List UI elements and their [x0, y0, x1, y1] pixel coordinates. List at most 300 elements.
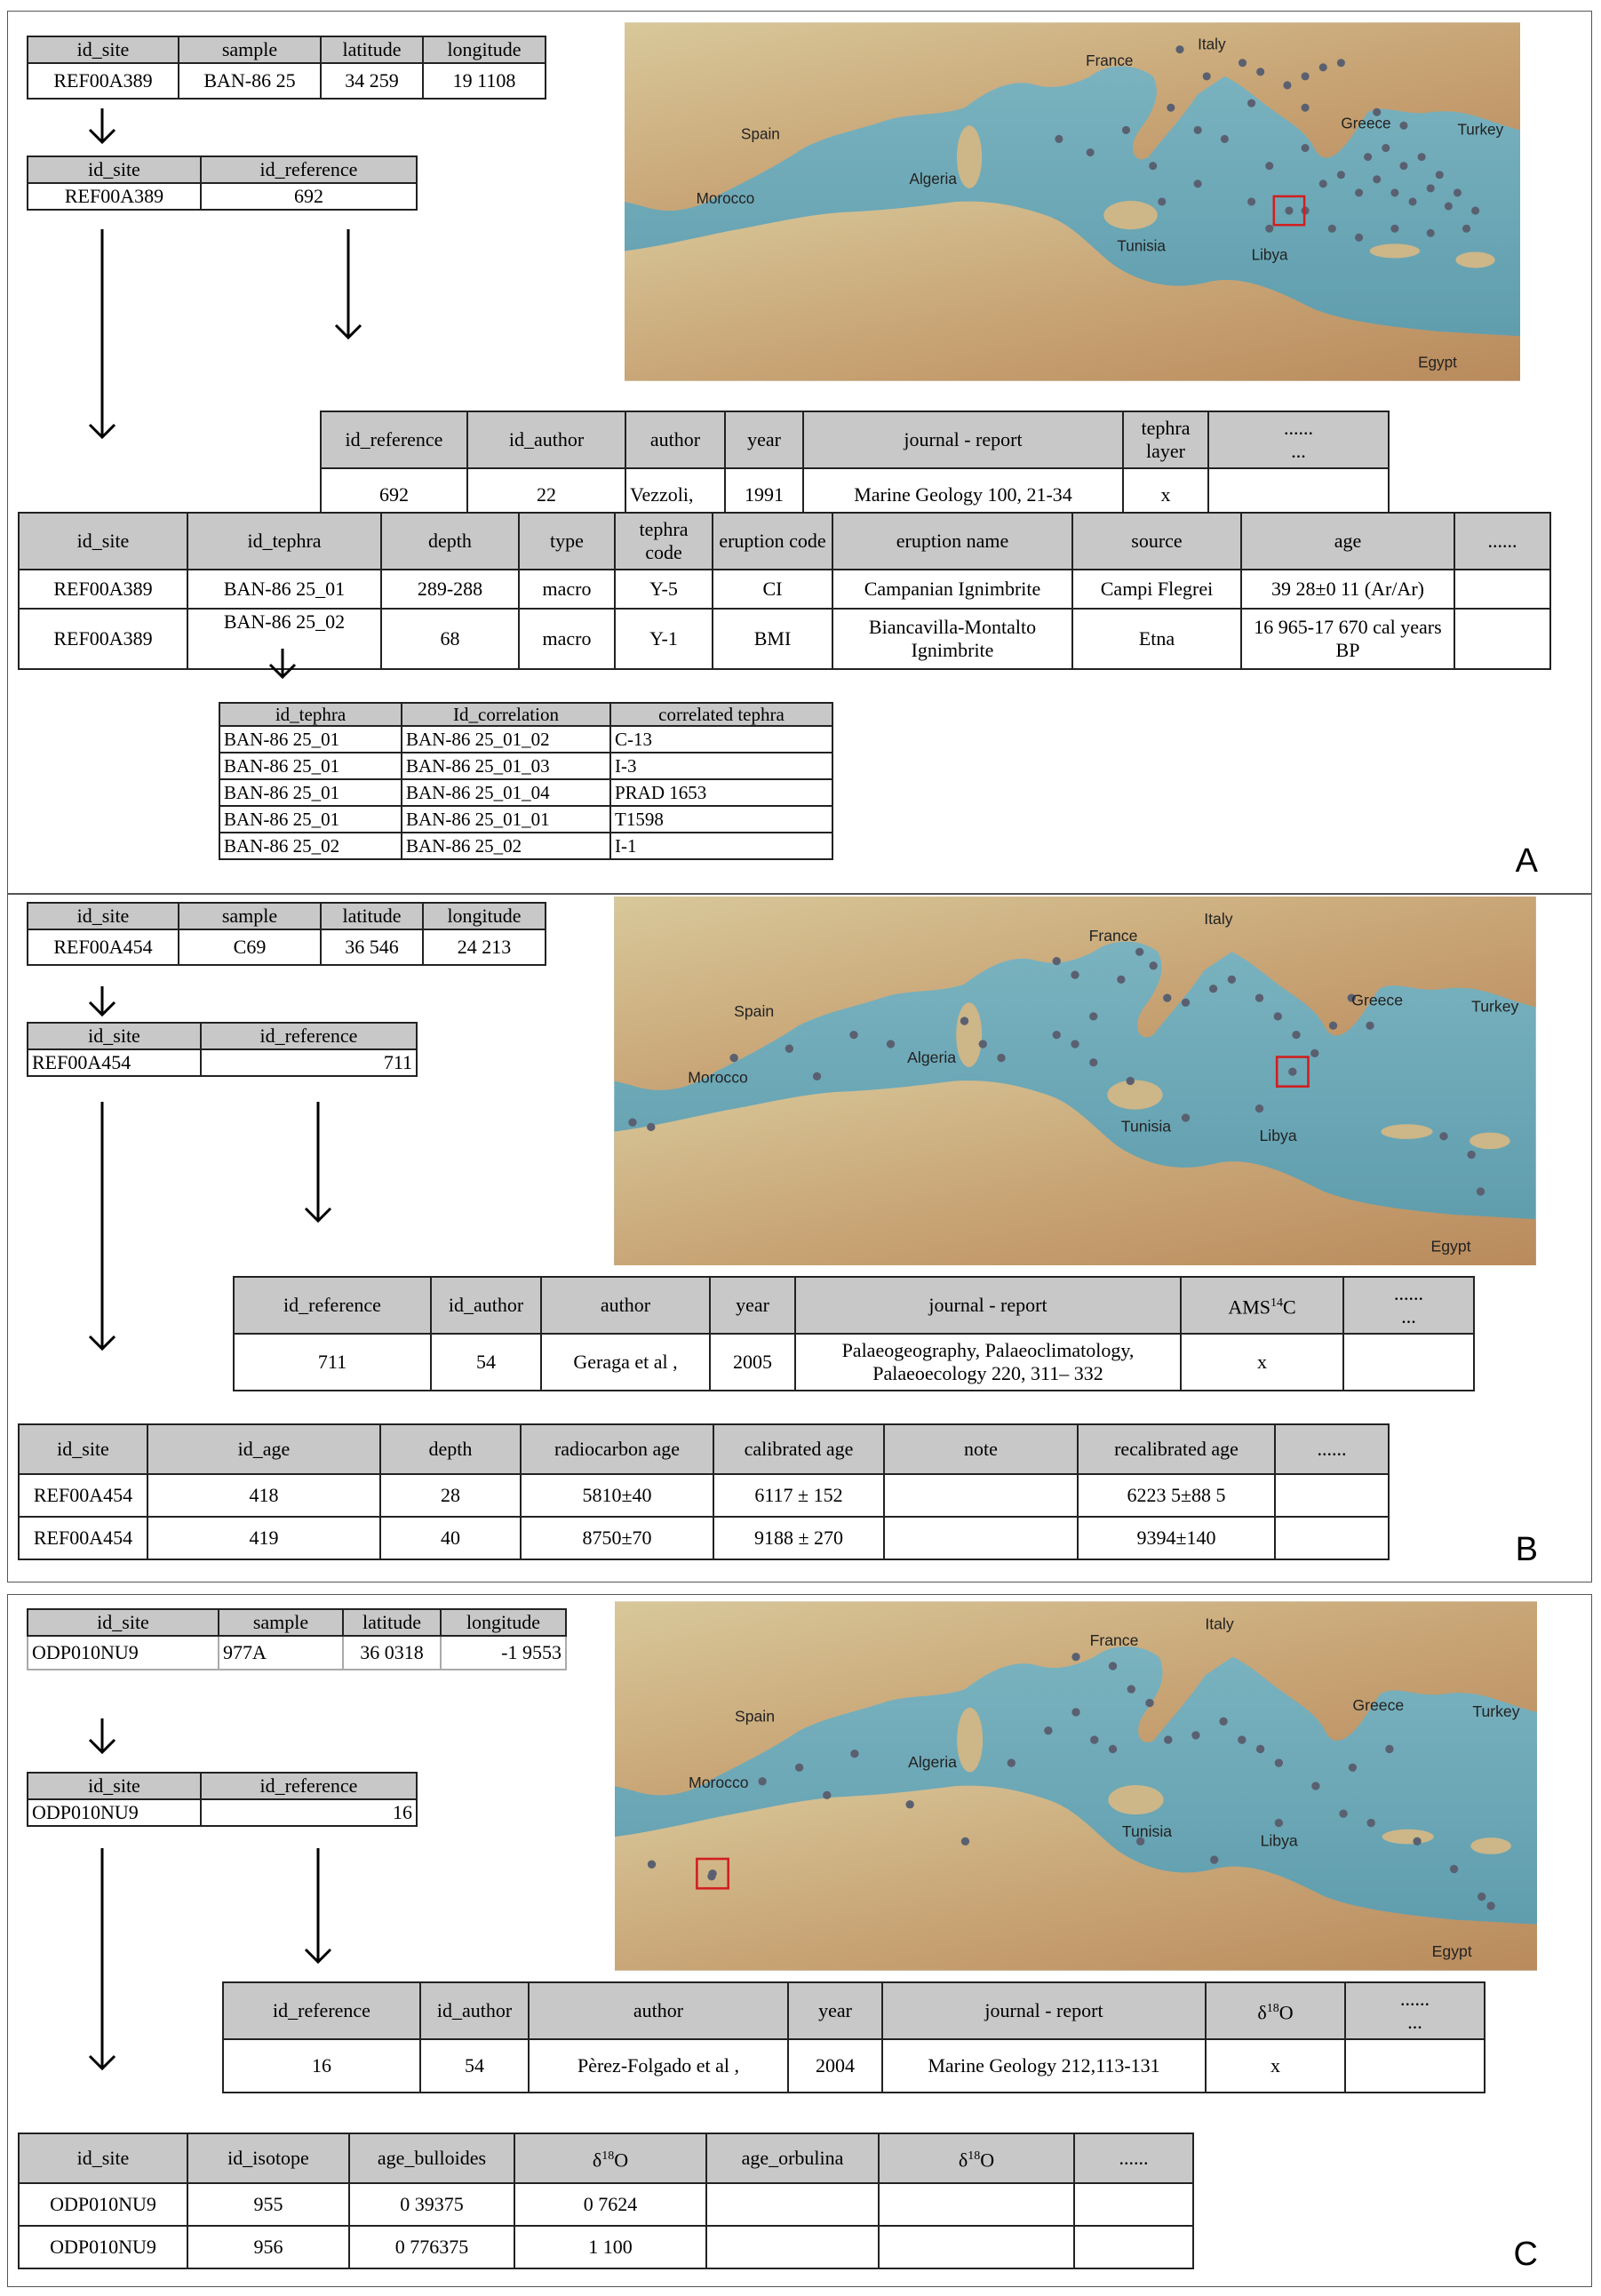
header-depth: depth: [380, 1424, 521, 1474]
site-dot: [1337, 59, 1345, 67]
cell-more: [1074, 2226, 1193, 2268]
header-delta-18o: $\delta^{18}O$: [1206, 1982, 1345, 2039]
cell-depth: 40: [380, 1517, 521, 1559]
header-delta-18o: $\delta^{18}O$: [514, 2133, 706, 2183]
map-label-libya: Libya: [1251, 245, 1288, 264]
site-dot: [850, 1750, 858, 1758]
cell-id-reference: 16: [223, 2039, 420, 2093]
site-dot: [1427, 229, 1435, 237]
site-dot: [1145, 1699, 1153, 1707]
cell-more: [1454, 609, 1550, 669]
site-dot: [1265, 162, 1273, 170]
mediterranean-map: [625, 20, 1520, 384]
cell-id-site: REF00A454: [19, 1517, 147, 1559]
site-dot: [1439, 1132, 1447, 1140]
cell-recalibrated-age: 9394±140: [1078, 1517, 1275, 1559]
site-dot: [795, 1764, 803, 1772]
age-table: [18, 1423, 1390, 1560]
map-label-tunisia: Tunisia: [1121, 1822, 1173, 1841]
cell-eruption-code: BMI: [713, 609, 832, 669]
cell-depth: 68: [381, 609, 519, 669]
header-author: author: [529, 1982, 788, 2039]
site-dot: [647, 1123, 655, 1131]
site-dot: [1194, 126, 1202, 134]
site-dot: [1265, 225, 1273, 233]
header-id-site: id_site: [28, 1023, 201, 1049]
site-reference-table: [27, 1022, 418, 1077]
header-year: year: [710, 1277, 795, 1334]
cell-id-reference: 711: [234, 1334, 431, 1391]
site-dot: [1390, 188, 1398, 196]
cell-eruption-name: Campanian Ignimbrite: [832, 570, 1072, 609]
cell-source: Etna: [1072, 609, 1241, 669]
header-id-reference: id_reference: [201, 1023, 417, 1049]
map-label-italy: Italy: [1198, 35, 1226, 53]
map-label-algeria: Algeria: [908, 1753, 957, 1772]
header-latitude: latitude: [321, 36, 423, 63]
site-dot: [1044, 1726, 1052, 1734]
cell-id-tephra: BAN-86 25_01: [219, 806, 402, 833]
header-id-site: id_site: [19, 1424, 147, 1474]
map-label-egypt: Egypt: [1430, 1237, 1471, 1256]
site-dot: [1127, 1685, 1135, 1693]
cell-delta-18o: x: [1206, 2039, 1345, 2093]
panel-letter: A: [1515, 842, 1538, 880]
header-age-orbulina: age_orbulina: [706, 2133, 879, 2183]
map-label-algeria: Algeria: [907, 1048, 957, 1066]
site-dot: [1255, 993, 1263, 1001]
site-dot: [1255, 1104, 1263, 1112]
site-dot: [1385, 1745, 1393, 1753]
cell-id-author: 54: [420, 2039, 529, 2093]
site-dot: [1117, 976, 1125, 984]
map-label-tunisia: Tunisia: [1120, 1117, 1172, 1136]
site-dot: [1071, 971, 1079, 979]
cell-age-bulloides: 0 776375: [349, 2226, 514, 2268]
cell-id-tephra: BAN-86 25_02: [219, 833, 402, 859]
cell-id-author: 22: [467, 468, 625, 522]
site-dot: [1302, 104, 1310, 112]
cell-id-site: ODP010NU9: [19, 2183, 187, 2226]
header-id-author: id_author: [467, 411, 625, 468]
site-dot: [1238, 1735, 1246, 1743]
island: [956, 1002, 982, 1067]
cell-eruption-name: Biancavilla-Montalto Ignimbrite: [832, 609, 1072, 669]
cell-ams-14c: x: [1181, 1334, 1343, 1391]
site-dot: [1364, 153, 1372, 161]
cell-id-isotope: 956: [187, 2226, 349, 2268]
site-dot: [1149, 162, 1157, 170]
site-dot: [1436, 171, 1444, 179]
site-dot: [1228, 976, 1236, 984]
selected-site-dot: [1285, 207, 1293, 215]
site-dot: [960, 1016, 968, 1024]
site-dot: [813, 1072, 821, 1080]
table-row: [219, 726, 832, 753]
header-id-reference: id_reference: [201, 156, 417, 183]
cell-id-tephra: BAN-86 25_01: [219, 726, 402, 753]
island: [1103, 201, 1157, 229]
table-row: [19, 609, 1550, 669]
site-reference-table: [27, 155, 418, 211]
cell-more: [1343, 1334, 1474, 1391]
site-dot: [1008, 1758, 1016, 1766]
cell-year: 2004: [788, 2039, 882, 2093]
site-dot: [1175, 45, 1183, 53]
header-more: ......: [1454, 513, 1550, 570]
cell-eruption-code: CI: [713, 570, 832, 609]
cell-id-site: REF00A454: [28, 929, 179, 965]
site-dot: [1478, 1893, 1486, 1901]
header-source: source: [1072, 513, 1241, 570]
header-id-site: id_site: [19, 513, 187, 570]
cell-age-bulloides: 0 39375: [349, 2183, 514, 2226]
cell-id-age: 418: [147, 1474, 380, 1517]
cell-sample: 977A: [219, 1636, 343, 1670]
site-dot: [1471, 207, 1479, 215]
site-dot: [1477, 1187, 1485, 1195]
cell-id-reference: 692: [201, 183, 417, 210]
site-dot: [1274, 1012, 1282, 1020]
map-label-france: France: [1086, 51, 1134, 69]
site-dot: [1053, 957, 1061, 965]
map-label-morocco: Morocco: [689, 1774, 749, 1792]
cell-journal-report: Marine Geology 100, 21-34: [803, 468, 1123, 522]
cell-id-correlation: BAN-86 25_01_02: [402, 726, 610, 753]
table-row: [19, 570, 1550, 609]
site-dot: [1122, 126, 1130, 134]
site-dot: [1221, 135, 1229, 143]
header-longitude: longitude: [441, 1609, 566, 1636]
island: [1108, 1785, 1163, 1814]
site-dot: [1071, 1708, 1079, 1716]
site-dot: [1275, 1819, 1283, 1827]
site-dot: [1302, 144, 1310, 152]
header-id-site: id_site: [28, 156, 201, 183]
site-dot: [1366, 1022, 1374, 1030]
site-reference-table: [27, 1772, 418, 1827]
site-dot: [1329, 1022, 1337, 1030]
map-label-turkey: Turkey: [1457, 120, 1504, 139]
cell-id-site: REF00A454: [28, 1049, 201, 1076]
header-correlated-tephra: correlated tephra: [610, 703, 832, 726]
cell-id-correlation: BAN-86 25_02: [402, 833, 610, 859]
cell-correlated-tephra: I-1: [610, 833, 832, 859]
header-id-reference: id_reference: [321, 411, 467, 468]
cell-sample: BAN-86 25: [179, 63, 321, 99]
site-dot: [1390, 225, 1398, 233]
header-id-author: id_author: [431, 1277, 541, 1334]
island: [1370, 243, 1420, 258]
site-dot: [1055, 135, 1063, 143]
cell-id-reference: 692: [321, 468, 467, 522]
header-journal-report: journal - report: [803, 411, 1123, 468]
cell-id-site: ODP010NU9: [28, 1636, 219, 1670]
site-dot: [1319, 179, 1327, 187]
correlation-table: [219, 702, 833, 860]
island: [1470, 1838, 1511, 1854]
cell-delta-18o: 0 7624: [514, 2183, 706, 2226]
header-sample: sample: [179, 903, 321, 929]
site-dot: [1275, 1758, 1283, 1766]
map-label-libya: Libya: [1259, 1126, 1297, 1144]
map-label-morocco: Morocco: [696, 189, 755, 208]
site-table: [27, 36, 546, 100]
map-label-france: France: [1088, 926, 1138, 945]
map-label-france: France: [1089, 1631, 1139, 1650]
cell-id-site: REF00A389: [28, 63, 179, 99]
cell-id-correlation: BAN-86 25_01_04: [402, 779, 610, 806]
cell-id-tephra: BAN-86 25_01: [219, 753, 402, 779]
header-id-tephra: id_tephra: [187, 513, 381, 570]
island: [1107, 1080, 1162, 1109]
cell-tephra-code: Y-1: [615, 609, 713, 669]
header-sample: sample: [219, 1609, 343, 1636]
header-tephra-code: tephra code: [615, 513, 713, 570]
site-dot: [1418, 153, 1426, 161]
header-eruption-name: eruption name: [832, 513, 1072, 570]
cell-recalibrated-age: 6223 5±88 5: [1078, 1474, 1275, 1517]
site-dot: [1292, 1031, 1300, 1039]
cell-radiocarbon-age: 8750±70: [521, 1517, 713, 1559]
site-dot: [1382, 144, 1390, 152]
header-radiocarbon-age: radiocarbon age: [521, 1424, 713, 1474]
site-dot: [1399, 122, 1407, 130]
site-table: [27, 902, 546, 966]
site-dot: [1445, 203, 1453, 211]
cell-depth: 28: [380, 1474, 521, 1517]
site-dot: [887, 1040, 895, 1048]
site-dot: [1256, 1745, 1264, 1753]
cell-journal-report: Palaeogeography, Palaeoclimatology, Palaeoecology 220, 311– 332: [795, 1334, 1181, 1391]
site-dot: [1339, 1809, 1347, 1817]
header-id-reference: id_reference: [201, 1773, 417, 1799]
cell-correlated-tephra: C-13: [610, 726, 832, 753]
header-latitude: latitude: [343, 1609, 441, 1636]
isotope-table: [18, 2133, 1194, 2269]
cell-latitude: 34 259: [321, 63, 423, 99]
cell-age-orbulina: [706, 2183, 879, 2226]
cell-correlated-tephra: T1598: [610, 806, 832, 833]
cell-id-reference: 16: [201, 1799, 417, 1826]
header-year: year: [788, 1982, 882, 2039]
table-row: [219, 806, 832, 833]
site-dot: [1182, 999, 1190, 1007]
header-delta-18o: $\delta^{18}O$: [879, 2133, 1074, 2183]
site-dot: [1182, 1113, 1190, 1121]
cell-age-orbulina: [706, 2226, 879, 2268]
site-dot: [1239, 59, 1247, 67]
site-dot: [1167, 104, 1175, 112]
cell-latitude: 36 0318: [343, 1636, 441, 1670]
header-longitude: longitude: [423, 903, 546, 929]
site-dot: [1164, 1735, 1172, 1743]
selected-site-dot: [1288, 1067, 1296, 1075]
site-dot: [1203, 72, 1211, 80]
cell-author: Pèrez-Folgado et al ,: [529, 2039, 788, 2093]
cell-sample: C69: [179, 929, 321, 965]
site-dot: [628, 1119, 636, 1127]
header-id-age: id_age: [147, 1424, 380, 1474]
cell-year: 2005: [710, 1334, 795, 1391]
header-calibrated-age: calibrated age: [713, 1424, 884, 1474]
header-eruption-code: eruption code: [713, 513, 832, 570]
mediterranean-map: [615, 1599, 1537, 1973]
cell-note: [884, 1474, 1078, 1517]
header-latitude: latitude: [321, 903, 423, 929]
cell-type: macro: [519, 609, 615, 669]
map-label-spain: Spain: [734, 1001, 775, 1020]
cell-radiocarbon-age: 5810±40: [521, 1474, 713, 1517]
table-row: [19, 1474, 1389, 1517]
cell-id-author: 54: [431, 1334, 541, 1391]
map-label-spain: Spain: [734, 1707, 776, 1726]
site-dot: [1486, 1901, 1494, 1909]
site-dot: [1158, 197, 1166, 205]
site-dot: [1454, 188, 1462, 196]
table-row: [19, 2226, 1193, 2268]
cell-depth: 289-288: [381, 570, 519, 609]
cell-id-tephra: BAN-86 25_01: [219, 779, 402, 806]
site-dot: [1191, 1731, 1199, 1739]
cell-id-reference: 711: [201, 1049, 417, 1076]
cell-correlated-tephra: I-3: [610, 753, 832, 779]
site-dot: [758, 1777, 766, 1785]
site-dot: [1450, 1865, 1458, 1873]
site-dot: [1366, 1819, 1374, 1827]
site-dot: [1302, 72, 1310, 80]
cell-latitude: 36 546: [321, 929, 423, 965]
header-more: ...... ...: [1208, 411, 1389, 468]
site-dot: [1087, 148, 1095, 156]
panel-letter: C: [1513, 2236, 1538, 2273]
map-label-greece: Greece: [1341, 114, 1391, 132]
site-dot: [1427, 184, 1435, 192]
cell-longitude: 24 213: [423, 929, 546, 965]
site-dot: [1328, 225, 1336, 233]
map-label-turkey: Turkey: [1471, 997, 1519, 1016]
header-note: note: [884, 1424, 1078, 1474]
header-id-site: id_site: [19, 2133, 187, 2183]
site-dot: [1247, 197, 1255, 205]
site-dot: [1109, 1745, 1117, 1753]
header-more: ...... ...: [1345, 1982, 1485, 2039]
cell-id-site: REF00A454: [19, 1474, 147, 1517]
site-dot: [961, 1838, 969, 1846]
header-sample: sample: [179, 36, 321, 63]
table-row: [219, 833, 832, 859]
site-dot: [979, 1040, 987, 1048]
header-id-site: id_site: [28, 1773, 201, 1799]
header-tephra-layer: tephra layer: [1123, 411, 1208, 468]
header-age: age: [1241, 513, 1454, 570]
mediterranean-map: [609, 897, 1541, 1265]
header-id-correlation: Id_correlation: [402, 703, 610, 726]
table-row: [219, 753, 832, 779]
reference-table: [233, 1276, 1475, 1391]
island: [1382, 1830, 1434, 1845]
site-dot: [1310, 1049, 1318, 1057]
site-dot: [1337, 171, 1345, 179]
cell-more: [1275, 1474, 1389, 1517]
header-journal-report: journal - report: [882, 1982, 1206, 2039]
map-label-greece: Greece: [1352, 1695, 1405, 1714]
cell-id-site: REF00A389: [19, 570, 187, 609]
cell-longitude: 19 1108: [423, 63, 546, 99]
cell-longitude: -1 9553: [441, 1636, 566, 1670]
cell-more: [1345, 2039, 1485, 2093]
site-dot: [1053, 1031, 1061, 1039]
panel-letter: B: [1515, 1531, 1538, 1568]
cell-id-tephra: BAN-86 25_02: [187, 609, 381, 669]
island: [1455, 251, 1494, 267]
header-year: year: [725, 411, 803, 468]
cell-author: Vezzoli,: [625, 468, 725, 522]
island: [1381, 1124, 1432, 1139]
header-id-site: id_site: [28, 1609, 219, 1636]
map-label-algeria: Algeria: [909, 169, 957, 187]
map-label-egypt: Egypt: [1418, 353, 1457, 371]
cell-author: Geraga et al ,: [541, 1334, 710, 1391]
cell-source: Campi Flegrei: [1072, 570, 1241, 609]
cell-calibrated-age: 9188 ± 270: [713, 1517, 884, 1559]
cell-year: 1991: [725, 468, 803, 522]
cell-delta-18o: [879, 2226, 1074, 2268]
table-row: [19, 2183, 1193, 2226]
header-id-site: id_site: [28, 903, 179, 929]
site-dot: [1409, 197, 1417, 205]
site-dot: [1413, 1838, 1421, 1846]
cell-id-site: REF00A389: [28, 183, 201, 210]
cell-calibrated-age: 6117 ± 152: [713, 1474, 884, 1517]
cell-id-site: ODP010NU9: [28, 1799, 201, 1826]
map-label-turkey: Turkey: [1472, 1702, 1520, 1721]
site-dot: [1355, 234, 1363, 242]
header-id-site: id_site: [28, 36, 179, 63]
cell-journal-report: Marine Geology 212,113-131: [882, 2039, 1206, 2093]
header-id-reference: id_reference: [234, 1277, 431, 1334]
map-label-italy: Italy: [1204, 910, 1233, 929]
site-dot: [1467, 1151, 1475, 1159]
map-label-greece: Greece: [1351, 991, 1404, 1009]
site-dot: [1089, 1058, 1097, 1066]
header-id-author: id_author: [420, 1982, 529, 2039]
header-journal-report: journal - report: [795, 1277, 1181, 1334]
header-recalibrated-age: recalibrated age: [1078, 1424, 1275, 1474]
site-dot: [1109, 1662, 1117, 1670]
cell-tephra-layer: x: [1123, 468, 1208, 522]
site-dot: [1373, 175, 1381, 183]
map-label-morocco: Morocco: [688, 1068, 748, 1087]
cell-id-isotope: 955: [187, 2183, 349, 2226]
cell-id-site: ODP010NU9: [19, 2226, 187, 2268]
site-dot: [785, 1045, 793, 1053]
header-more: ...... ...: [1343, 1277, 1474, 1334]
header-age-bulloides: age_bulloides: [349, 2133, 514, 2183]
cell-note: [884, 1517, 1078, 1559]
cell-more: [1275, 1517, 1389, 1559]
site-dot: [1135, 948, 1143, 956]
site-dot: [1247, 100, 1255, 108]
header-ams-14c: AMS$^{14}$C: [1181, 1277, 1343, 1334]
cell-delta-18o: 1 100: [514, 2226, 706, 2268]
header-type: type: [519, 513, 615, 570]
header-id-isotope: id_isotope: [187, 2133, 349, 2183]
site-dot: [849, 1031, 857, 1039]
cell-type: macro: [519, 570, 615, 609]
site-dot: [1071, 1653, 1079, 1661]
header-id-reference: id_reference: [223, 1982, 420, 2039]
